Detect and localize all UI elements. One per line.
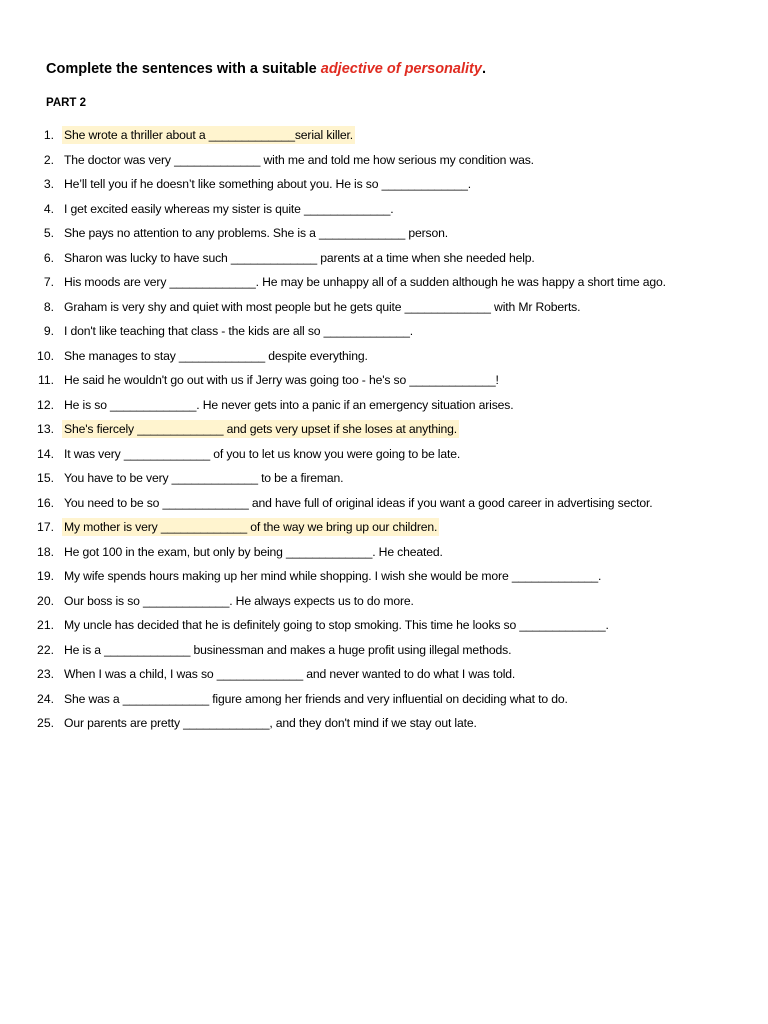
sentence-text: He is a _____________ businessman and makes a huge profit using illegal methods. [64, 642, 512, 657]
sentence-number: 25. [37, 716, 54, 730]
sentence-text: You have to be very _____________ to be a fireman. [64, 471, 344, 485]
sentence-text: He’ll tell you if he doesn’t like something about you. He is so _____________. [64, 177, 472, 191]
sentence-number: 15. [37, 471, 54, 485]
sentence-item [0, 567, 768, 592]
sentence-item [0, 298, 768, 323]
sentence-text: His moods are very _____________. He may be unhappy all of a sudden although he was happy a short time ago. [64, 275, 666, 289]
sentence-number: 7. [43, 275, 54, 289]
sentence-item [0, 347, 768, 372]
sentence-text: Sharon was lucky to have such _____________ parents at a time when she needed help. [64, 250, 535, 265]
sentence-number: 11. [37, 373, 54, 387]
sentence-number: 24. [37, 691, 54, 706]
sentence-text: She manages to stay _____________ despite everything. [64, 348, 368, 363]
sentence-item [0, 396, 768, 421]
sentence-text: Our boss is so _____________. He always expects us to do more. [64, 593, 414, 608]
sentence-item [0, 322, 768, 347]
sentence-text: The doctor was very _____________ with me and told me how serious my condition was. [64, 152, 534, 167]
sentence-number: 3. [43, 177, 54, 191]
sentence-item [0, 420, 768, 445]
sentence-item [0, 249, 768, 274]
sentence-item [0, 714, 768, 739]
sentence-number: 12. [37, 397, 54, 412]
sentence-text: My mother is very _____________ of the way we bring up our children. [64, 520, 438, 534]
sentence-text: My wife spends hours making up her mind while shopping. I wish she would be more _____________. [64, 569, 602, 583]
worksheet-title [46, 61, 486, 77]
sentence-number: 10. [37, 348, 54, 363]
sentence-number: 17. [37, 520, 54, 534]
sentence-text: She pays no attention to any problems. She is a _____________ person. [64, 226, 448, 240]
sentence-item [0, 592, 768, 617]
sentence-number: 21. [37, 618, 54, 632]
sentence-number: 14. [37, 446, 54, 461]
sentence-item [0, 224, 768, 249]
sentence-number: 2. [43, 152, 54, 167]
sentence-number: 4. [43, 201, 54, 216]
sentence-item [0, 126, 768, 151]
sentence-number: 13. [37, 422, 54, 436]
sentence-text: She was a _____________ figure among her friends and very influential on deciding what to do. [64, 691, 568, 706]
sentence-item [0, 469, 768, 494]
sentence-number: 16. [37, 495, 54, 510]
sentence-number: 5. [43, 226, 54, 240]
sentence-item [0, 665, 768, 690]
title-accent: adjective of personality [320, 61, 482, 77]
title-prefix: Complete the sentences with a suitable [46, 61, 321, 77]
sentence-item [0, 641, 768, 666]
sentence-list [0, 126, 768, 739]
sentence-number: 20. [37, 593, 54, 608]
sentence-item [0, 151, 768, 176]
sentence-item [0, 371, 768, 396]
sentence-text: Our parents are pretty _____________, and they don't mind if we stay out late. [64, 716, 477, 730]
sentence-text: It was very _____________ of you to let us know you were going to be late. [64, 446, 461, 461]
sentence-text: He got 100 in the exam, but only by being _____________. He cheated. [64, 544, 443, 559]
sentence-text: My uncle has decided that he is definitely going to stop smoking. This time he looks so _____________. [64, 618, 609, 632]
sentence-item [0, 494, 768, 519]
sentence-number: 9. [43, 324, 54, 338]
sentence-text: I get excited easily whereas my sister is quite _____________. [64, 201, 394, 216]
title-suffix: . [481, 61, 486, 77]
part-heading: PART 2 [46, 97, 87, 109]
sentence-text: Graham is very shy and quiet with most people but he gets quite _____________ with Mr Roberts. [64, 299, 581, 314]
sentence-item [0, 543, 768, 568]
sentence-item [0, 616, 768, 641]
sentence-item [0, 273, 768, 298]
sentence-number: 18. [37, 544, 54, 559]
sentence-text: I don't like teaching that class - the kids are all so _____________. [64, 324, 414, 338]
sentence-number: 8. [43, 299, 54, 314]
sentence-number: 19. [37, 569, 54, 583]
sentence-text: You need to be so _____________ and have full of original ideas if you want a good career in advertising sector. [64, 495, 653, 510]
sentence-number: 22. [37, 642, 54, 657]
sentence-item [0, 518, 768, 543]
sentence-number: 6. [43, 250, 54, 265]
sentence-text: When I was a child, I was so _____________ and never wanted to do what I was told. [64, 667, 516, 681]
sentence-text: He said he wouldn't go out with us if Jerry was going too - he's so _____________! [64, 373, 499, 387]
sentence-text: She wrote a thriller about a _____________serial killer. [64, 128, 354, 142]
sentence-number: 23. [37, 667, 54, 681]
sentence-item [0, 690, 768, 715]
sentence-text: She's fiercely _____________ and gets very upset if she loses at anything. [64, 422, 458, 436]
sentence-item [0, 175, 768, 200]
sentence-text: He is so _____________. He never gets into a panic if an emergency situation arises. [64, 397, 514, 412]
sentence-number: 1. [43, 128, 54, 142]
sentence-item [0, 445, 768, 470]
sentence-item [0, 200, 768, 225]
